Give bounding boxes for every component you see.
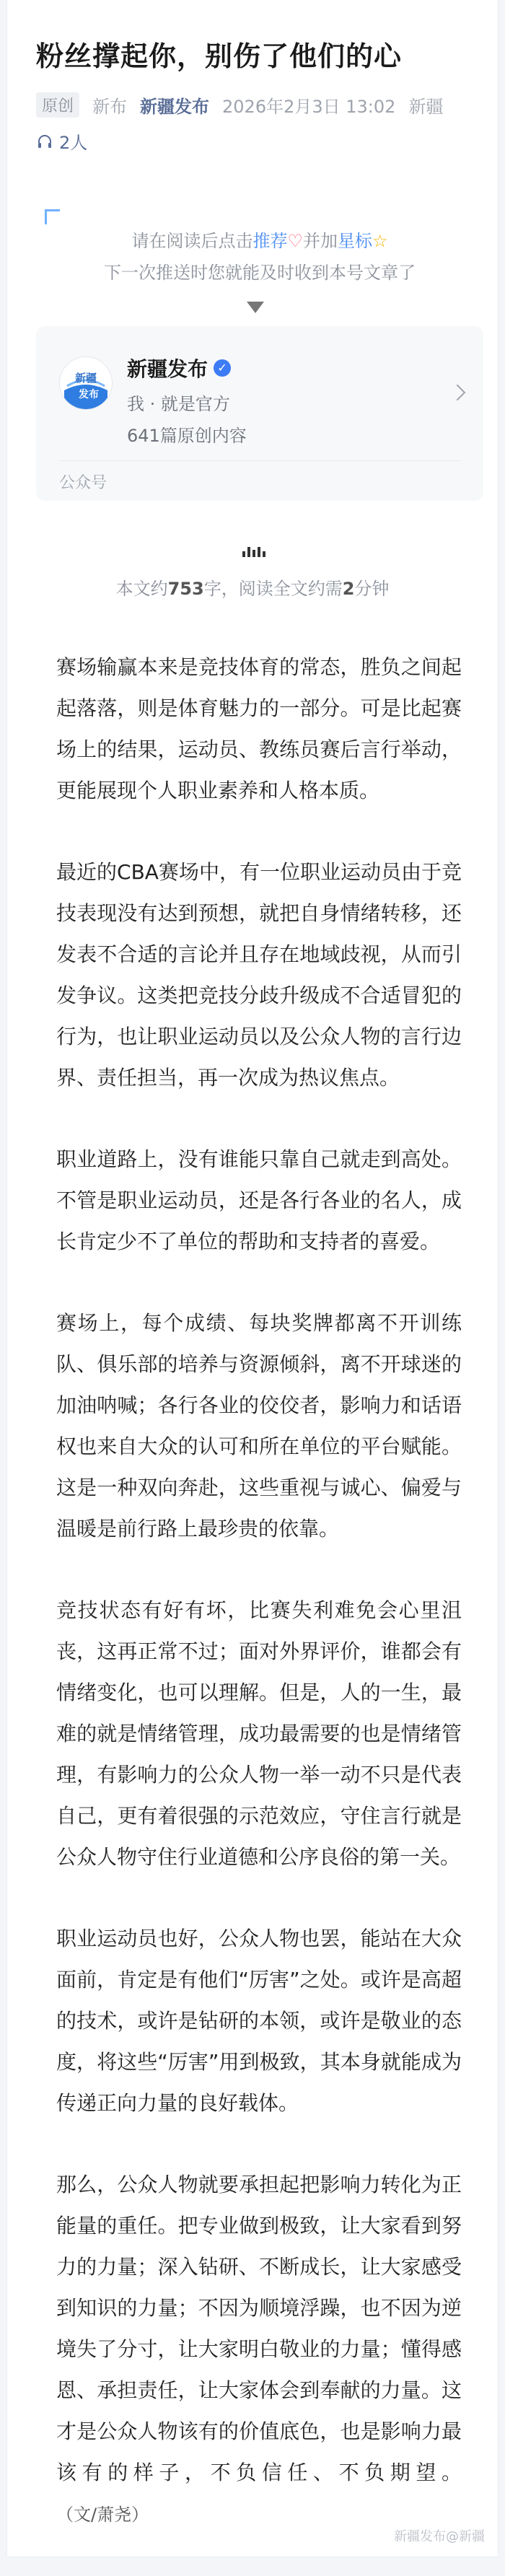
article-title: 粉丝撑起你，别伤了他们的心 (36, 40, 403, 72)
heart-icon: ♡ (287, 231, 303, 251)
star-icon: ☆ (372, 231, 388, 251)
article-meta (36, 92, 483, 118)
follow-prompt-line1: 请在阅读后点击推荐♡并加星标☆ (131, 231, 388, 251)
card-divider (59, 460, 460, 461)
account-type: 公众号 (59, 474, 107, 492)
svg-text:发布: 发布 (79, 389, 99, 400)
paragraph: 职业道路上，没有谁能只靠自己就走到高处。不管是职业运动员，还是各行各业的名人，成长肯定少不了单位的帮助和支持者的喜爱。 (56, 1147, 462, 1253)
account-card[interactable] (36, 326, 483, 501)
account-logo (59, 356, 113, 410)
publish-date: 2026年2月3日 13:02 (222, 97, 396, 117)
reading-time: 本文约753字，阅读全文约需2分钟 (115, 579, 390, 599)
chevron-right-icon (449, 385, 466, 401)
down-arrow-icon (247, 302, 264, 313)
read-minutes: 2 (342, 579, 355, 599)
account-slogan: 我 · 就是官方 (127, 394, 230, 414)
word-count: 753 (167, 579, 204, 599)
paragraph: 最近的CBA赛场中，有一位职业运动员由于竞技表现没有达到预想，就把自身情绪转移，还发表不合适的言论并且存在地域歧视，从而引发争议。这类把竞技分歧升级成不合适冒犯的行为，也让职业运动员以及公众人物的言行边界、责任担当，再一次成为热议焦点。 (56, 860, 462, 1090)
star-text: 星标 (338, 231, 372, 251)
paragraph: 赛场上，每个成绩、每块奖牌都离不开训练队、俱乐部的培养与资源倾斜，离不开球迷的加油呐喊；各行各业的佼佼者，影响力和话语权也来自大众的认可和所在单位的平台赋能。这是一种双向奔赴，这些重视与诚心、偏爱与温暖是前行路上最珍贵的依靠。 (56, 1311, 462, 1541)
watermark: 新疆发布@新疆 (394, 2529, 485, 2544)
account-post-count: 641篇原创内容 (127, 426, 247, 446)
author-signature: （文/萧尧） (56, 2505, 149, 2525)
original-tag: 原创 (36, 92, 79, 118)
paragraph-last: 那么，公众人物就要承担起把影响力转化为正能量的重任。把专业做到极致，让大家看到努力的力量；深入钻研、不断成长，让大家感受到知识的力量；不因为顺境浮躁，也不因为逆境失了分寸，让大家明白敬业的力量；懂得感恩、承担责任，让大家体会到奉献的力量。这才是公众人物该有的价值底色，也是影响力最该有的样子，不负信任、不负期望。（文/萧尧） (56, 2173, 462, 2525)
paragraph: 赛场输赢本来是竞技体育的常态，胜负之间起起落落，则是体育魅力的一部分。可是比起赛场上的结果，运动员、教练员赛后言行举动，更能展现个人职业素养和人格本质。 (56, 655, 462, 802)
xinjiang-fabu-logo (60, 357, 112, 409)
account-link[interactable]: 新疆发布 (140, 97, 210, 117)
account-name: 新疆发布 ✓ (127, 354, 231, 382)
quote-corner (45, 209, 60, 224)
follow-prompt-line2: 下一次推送时您就能及时收到本号文章了 (104, 263, 416, 283)
verified-icon: ✓ (214, 359, 231, 377)
publish-region: 新疆 (408, 97, 444, 117)
source-name: 新布 (92, 97, 128, 117)
paragraph: 职业运动员也好，公众人物也罢，能站在大众面前，肯定是有他们“厉害”之处。或许是高超的技术，或许是钻研的本领，或许是敬业的态度，将这些“厉害”用到极致，其本身就能成为传递正向力量的良好载体。 (56, 1927, 462, 2115)
paragraph: 竞技状态有好有坏，比赛失利难免会心里沮丧，这再正常不过；面对外界评价，谁都会有情绪变化，也可以理解。但是，人的一生，最难的就是情绪管理，成功最需要的也是情绪管理，有影响力的公众人物一举一动不只是代表自己，更有着很强的示范效应，守住言行就是公众人物守住行业道德和公序良俗的第一关。 (56, 1598, 462, 1869)
svg-text:新疆: 新疆 (74, 372, 97, 385)
listen-count[interactable] (36, 128, 87, 154)
recommend-text: 推荐 (252, 231, 288, 251)
article-body (56, 647, 462, 2576)
audio-wave-icon (242, 547, 265, 557)
article-page (7, 0, 498, 2557)
listen-count-label: 2人 (59, 133, 88, 153)
headphones-icon (36, 133, 53, 150)
follow-prompt (42, 209, 478, 296)
